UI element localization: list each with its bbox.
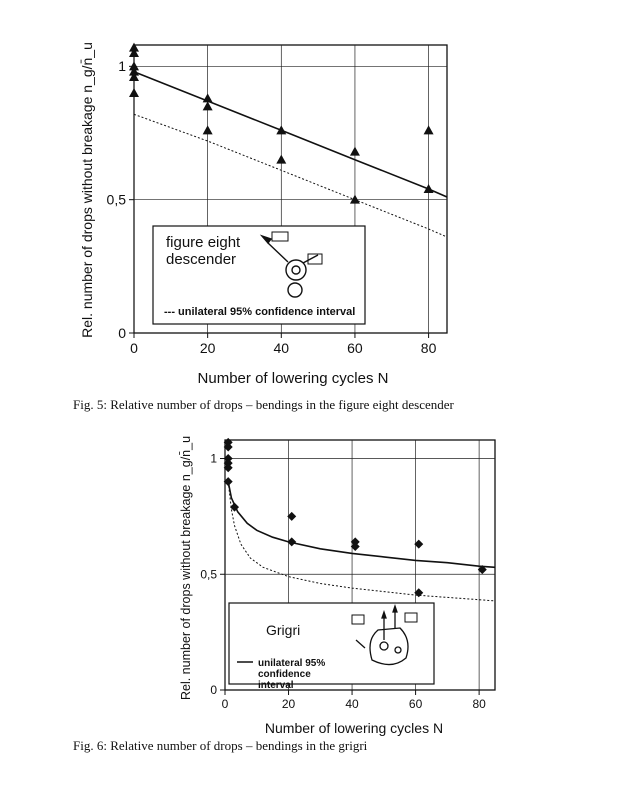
y-tick-label: 1 bbox=[210, 451, 217, 466]
x-tick-label: 20 bbox=[199, 340, 216, 356]
x-tick-label: 60 bbox=[408, 697, 423, 711]
data-point bbox=[276, 155, 286, 164]
data-point bbox=[424, 125, 434, 134]
y-tick-label: 0,5 bbox=[200, 567, 217, 582]
x-tick-label: 40 bbox=[345, 697, 359, 711]
data-point bbox=[424, 184, 434, 193]
legend-line-label: unilateral 95% confidence interval bbox=[258, 658, 326, 691]
x-axis-label: Number of lowering cycles N bbox=[264, 720, 444, 736]
confidence-line bbox=[134, 114, 447, 237]
y-tick-label: 0 bbox=[118, 324, 126, 341]
legend-box bbox=[229, 603, 434, 691]
y-tick-label: 0 bbox=[210, 683, 217, 698]
data-point bbox=[276, 125, 286, 134]
legend-title: Grigri bbox=[266, 622, 301, 638]
data-point bbox=[350, 147, 360, 156]
figure-caption: Fig. 5: Relative number of drops – bendings in the figure eight descender bbox=[73, 397, 454, 412]
y-tick-label: 1 bbox=[118, 58, 126, 75]
legend-line-label: --- unilateral 95% confidence interval bbox=[164, 306, 356, 318]
x-tick-label: 0 bbox=[221, 697, 229, 711]
x-tick-label: 80 bbox=[472, 697, 486, 711]
confidence-line bbox=[228, 482, 495, 601]
x-axis-label: Number of lowering cycles N bbox=[197, 370, 389, 387]
data-point bbox=[203, 125, 213, 134]
y-axis-label: Rel. number of drops without breakage n_g/n̄_u bbox=[179, 435, 193, 701]
x-tick-label: 40 bbox=[273, 340, 290, 356]
grigri-chart bbox=[0, 432, 643, 762]
legend-box bbox=[153, 226, 365, 324]
y-axis-label: Rel. number of drops without breakage n_g/n̄_u bbox=[79, 42, 95, 338]
fit-line bbox=[134, 72, 447, 197]
figure-caption: Fig. 6: Relative number of drops – bendings in the grigri bbox=[73, 738, 368, 753]
x-tick-label: 80 bbox=[420, 340, 437, 356]
fit-line bbox=[228, 482, 495, 568]
data-point bbox=[203, 93, 213, 102]
data-point bbox=[129, 88, 139, 97]
legend-title: figure eight descender bbox=[166, 234, 241, 268]
y-tick-label: 0,5 bbox=[106, 191, 126, 208]
x-tick-label: 20 bbox=[281, 697, 296, 711]
x-tick-label: 0 bbox=[130, 340, 138, 356]
x-tick-label: 60 bbox=[347, 340, 363, 356]
data-point bbox=[350, 195, 360, 204]
